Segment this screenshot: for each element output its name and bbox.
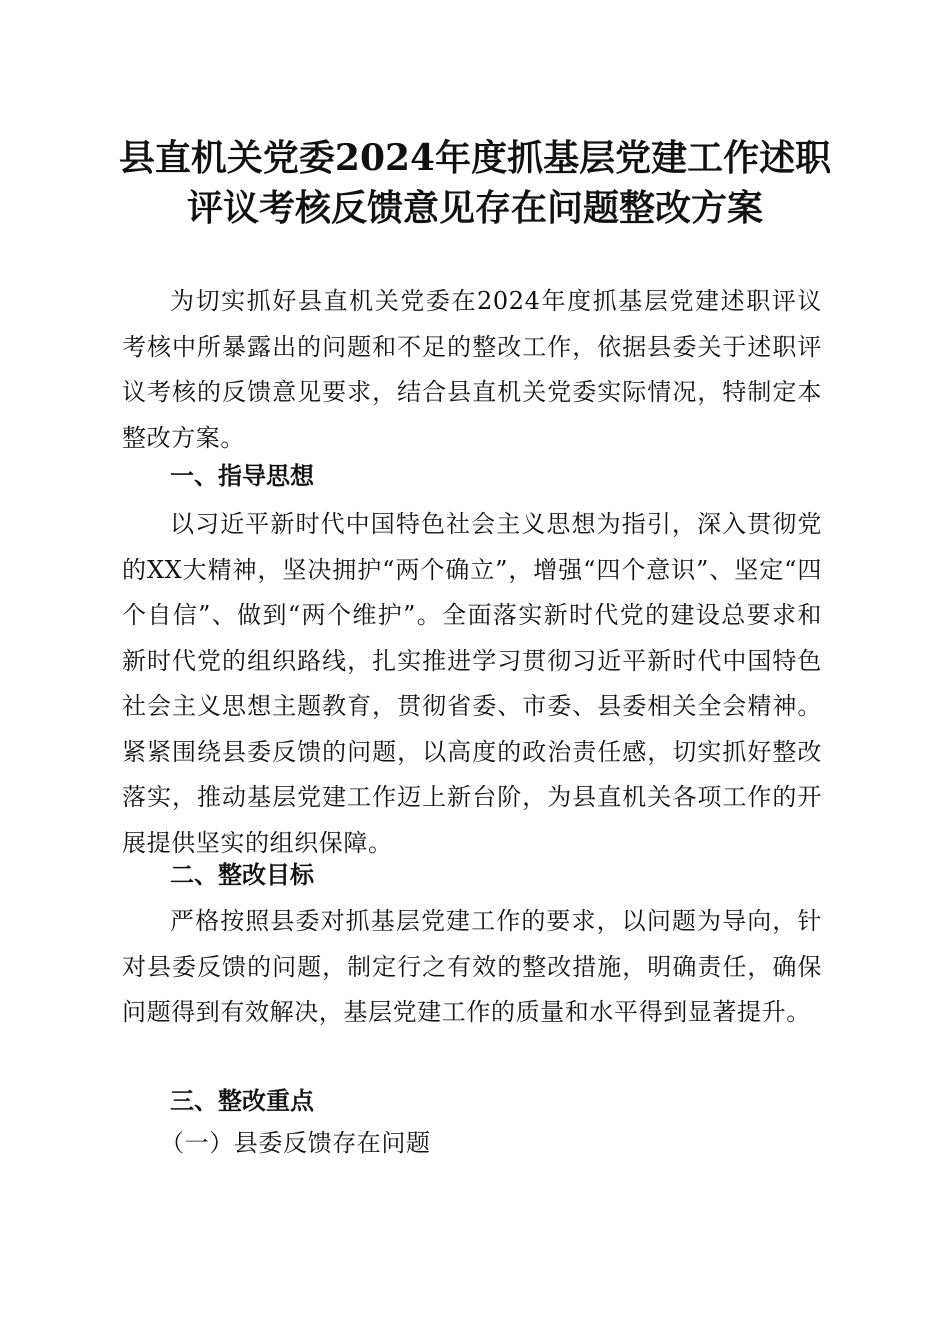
document-title-line-2: 评议考核反馈意见存在问题整改方案	[186, 187, 763, 229]
document-title-line-1: 县直机关党委2024年度抓基层党建工作述职	[118, 137, 832, 179]
section-heading-rectification-goals: 二、整改目标	[170, 861, 314, 889]
subsection-heading-feedback-issues: （一）县委反馈存在问题	[160, 1129, 431, 1157]
section-heading-rectification-focus: 三、整改重点	[170, 1087, 314, 1115]
section-paragraph-guiding-ideology: 以习近平新时代中国特色社会主义思想为指引，深入贯彻党的XX大精神，坚决拥护“两个确立”，增强“四个意识”、坚定“四个自信”、做到“两个维护”。全面落实新时代党的建设总要求和新时代党的组织路线，扎实推进学习贯彻习近平新时代中国特色社会主义思想主题教育，贯彻省委、市委、县委相关全会精神。紧紧围绕县委反馈的问题，以高度的政治责任感，切实抓好整改落实，推动基层党建工作迈上新台阶，为县直机关各项工作的开展提供坚实的组织保障。	[122, 510, 822, 857]
section-heading-guiding-ideology: 一、指导思想	[170, 462, 314, 490]
section-paragraph-rectification-goals: 严格按照县委对抓基层党建工作的要求，以问题为导向，针对县委反馈的问题，制定行之有效的整改措施，明确责任，确保问题得到有效解决，基层党建工作的质量和水平得到显著提升。	[122, 907, 822, 1026]
intro-paragraph: 为切实抓好县直机关党委在2024年度抓基层党建述职评议考核中所暴露出的问题和不足的整改工作，依据县委关于述职评议考核的反馈意见要求，结合县直机关党委实际情况，特制定本整改方案。	[122, 287, 822, 452]
